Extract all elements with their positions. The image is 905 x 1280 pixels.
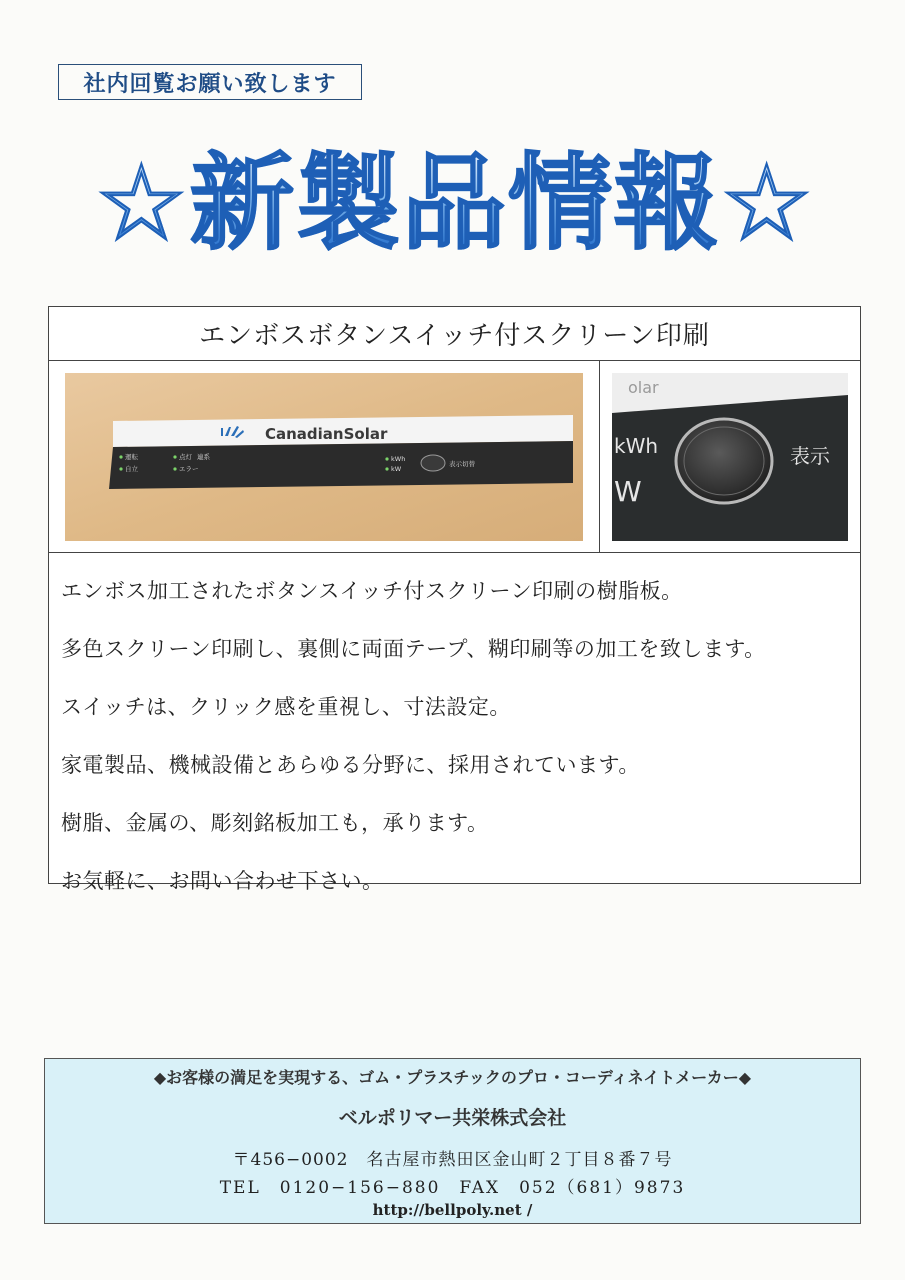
product-title: エンボスボタンスイッチ付スクリーン印刷 — [49, 307, 860, 361]
headline-text: ☆新製品情報☆ — [94, 142, 816, 264]
product-description — [49, 553, 860, 909]
company-tel-fax: TEL 0120−156−880 FAX 052（681）9873 — [219, 1178, 686, 1198]
embossed-button-closeup-icon — [676, 419, 772, 503]
company-info-box — [44, 1058, 861, 1224]
company-tagline: ◆お客様の満足を実現する、ゴム・プラスチックのプロ・コーディネイトメーカー◆ — [153, 1068, 752, 1087]
photo-divider — [599, 361, 600, 552]
photo-label-grid: 連系 — [197, 453, 210, 461]
product-photo — [65, 373, 583, 541]
headline — [60, 138, 850, 268]
photo-label-lit: 点灯 — [179, 453, 192, 461]
description-line: スイッチは、クリック感を重視し、寸法設定。 — [61, 695, 511, 719]
photo-row — [49, 361, 860, 553]
closeup-label-w: W — [614, 475, 642, 508]
circulation-notice: 社内回覧お願い致します — [58, 64, 362, 100]
closeup-photo — [612, 373, 848, 541]
closeup-brand-fragment: olar — [628, 378, 659, 397]
closeup-label-display: 表示 — [790, 444, 830, 468]
company-address: 〒456−0002 名古屋市熱田区金山町２丁目８番７号 — [232, 1150, 673, 1170]
photo-label-display-switch: 表示切替 — [449, 460, 475, 468]
description-line: お気軽に、お問い合わせ下さい。 — [61, 869, 384, 893]
photo-label-run: 運転 — [125, 453, 138, 461]
photo-label-error: エラー — [179, 465, 199, 473]
company-url[interactable]: http://bellpoly.net / — [372, 1201, 533, 1219]
description-line: 多色スクリーン印刷し、裏側に両面テープ、糊印刷等の加工を致します。 — [61, 637, 766, 661]
closeup-label-kwh: kWh — [614, 434, 659, 458]
company-name: ベルポリマー共栄株式会社 — [338, 1107, 567, 1129]
photo-label-kwh: kWh — [391, 455, 406, 463]
product-box — [48, 306, 861, 893]
description-line: 樹脂、金属の、彫刻銘板加工も，承ります。 — [61, 811, 489, 835]
description-line: エンボス加工されたボタンスイッチ付スクリーン印刷の樹脂板。 — [61, 579, 683, 603]
photo-label-standalone: 自立 — [125, 465, 138, 473]
photo-brand-text: CanadianSolar — [265, 425, 388, 443]
photo-label-kw: kW — [391, 465, 402, 473]
embossed-button-icon — [421, 455, 445, 471]
description-line: 家電製品、機械設備とあらゆる分野に、採用されています。 — [61, 753, 640, 777]
